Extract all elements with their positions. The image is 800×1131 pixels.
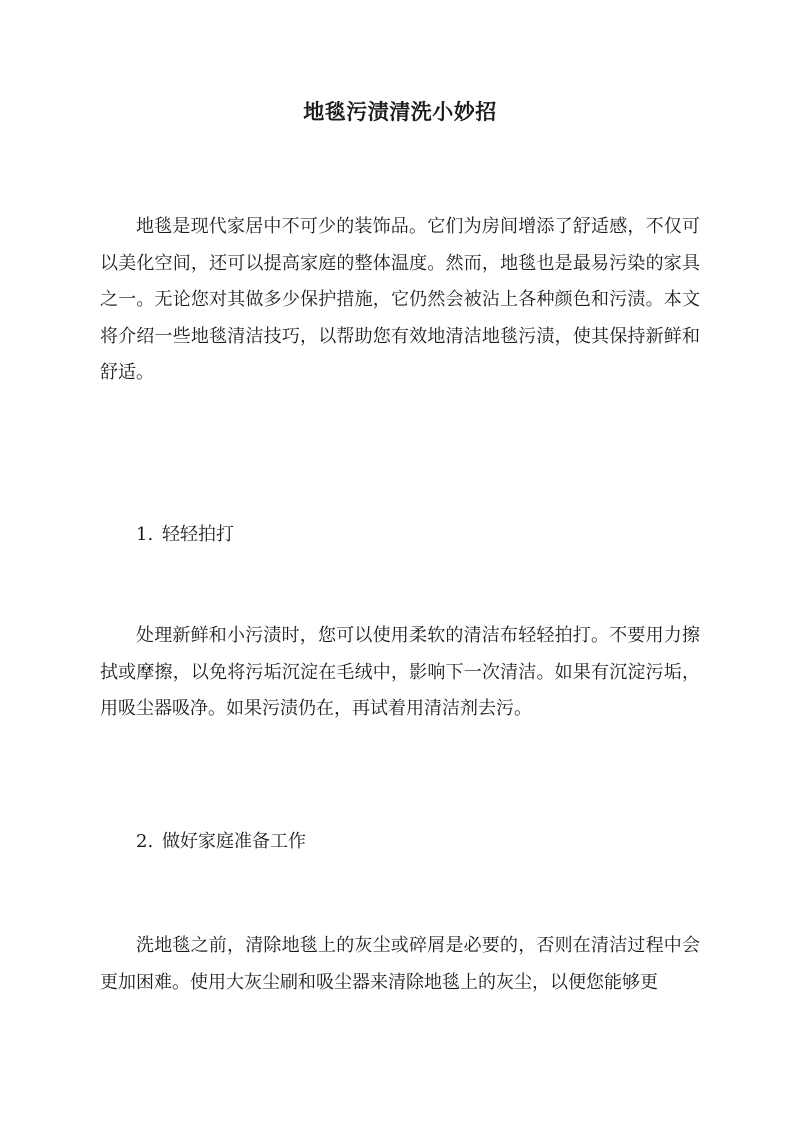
section-2-paragraph: 洗地毯之前，清除地毯上的灰尘或碎屑是必要的，否则在清洁过程中会更加困难。使用大灰尘刷和吸尘器来清除地毯上的灰尘，以便您能够更: [100, 935, 700, 993]
document-title: 地毯污渍清洗小妙招: [303, 99, 497, 124]
section-1-paragraph: 处理新鲜和小污渍时，您可以使用柔软的清洁布轻轻拍打。不要用力擦拭或摩擦，以免将污垢沉淀在毛绒中，影响下一次清洁。如果有沉淀污垢，用吸尘器吸净。如果污渍仍在，再试着用清洁剂去污。: [100, 625, 700, 719]
intro-paragraph: 地毯是现代家居中不可少的装饰品。它们为房间增添了舒适感，不仅可以美化空间，还可以提高家庭的整体温度。然而，地毯也是最易污染的家具之一。无论您对其做多少保护措施，它仍然会被沾上各种颜色和污渍。本文将介绍一些地毯清洁技巧，以帮助您有效地清洁地毯污渍，使其保持新鲜和舒适。: [100, 216, 700, 383]
section-heading-2: [136, 824, 306, 860]
section-heading-text: 轻轻拍打: [162, 524, 234, 545]
section-heading-1: [136, 517, 234, 553]
section-number: 2.: [136, 831, 154, 852]
section-number: 1.: [136, 524, 154, 545]
section-heading-text: 做好家庭准备工作: [162, 831, 306, 852]
